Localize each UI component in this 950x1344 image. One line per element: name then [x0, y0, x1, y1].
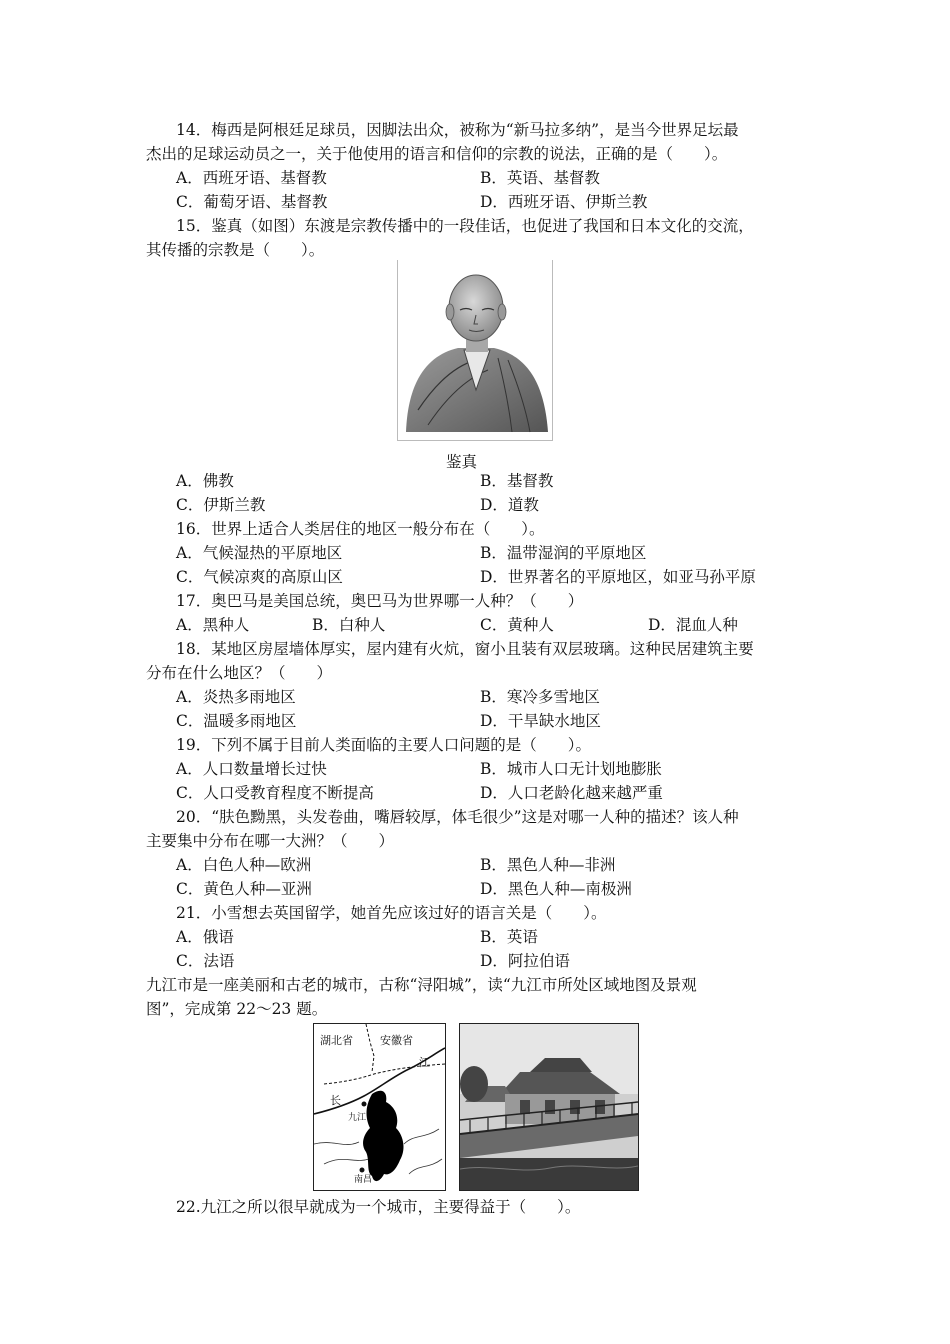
jiujiang-region-map [313, 1023, 446, 1191]
q20-option-a: A．白色人种—欧洲 [176, 856, 312, 874]
q16-stem: 16．世界上适合人类居住的地区一般分布在（ ）。 [176, 520, 545, 538]
map-label-jiujiang: 九江 [348, 1113, 367, 1123]
q15-option-b: B．基督教 [480, 472, 554, 490]
q15-figure-caption: 鉴真 [446, 453, 478, 471]
q19-option-a: A．人口数量增长过快 [176, 760, 327, 778]
q20-option-d: D．黑色人种—南极洲 [480, 880, 632, 898]
q19-option-b: B．城市人口无计划地膨胀 [480, 760, 662, 778]
q18-stem-line1: 18．某地区房屋墙体厚实，屋内建有火炕，窗小且装有双层玻璃。这种民居建筑主要 [176, 640, 754, 658]
jiujiang-landscape-photo [459, 1023, 639, 1191]
jianzhen-portrait [397, 260, 553, 441]
q14-stem-line1: 14．梅西是阿根廷足球员，因脚法出众，被称为“新马拉多纳”，是当今世界足坛最 [176, 121, 739, 139]
q17-option-c: C．黄种人 [480, 616, 554, 634]
map-label-anhui: 安徽省 [380, 1034, 413, 1047]
q17-option-d: D．混血人种 [648, 616, 738, 634]
q15-option-a: A．佛教 [176, 472, 234, 490]
q18-option-d: D．干旱缺水地区 [480, 712, 601, 730]
q17-option-a: A．黑种人 [176, 616, 250, 634]
q15-option-d: D．道教 [480, 496, 539, 514]
q14-option-b: B．英语、基督教 [480, 169, 600, 187]
q21-option-d: D．阿拉伯语 [480, 952, 570, 970]
map-label-hubei: 湖北省 [320, 1034, 353, 1047]
q14-stem-line2: 杰出的足球运动员之一，关于他使用的语言和信仰的宗教的说法，正确的是（ ）。 [146, 145, 728, 163]
q19-stem: 19．下列不属于目前人类面临的主要人口问题的是（ ）。 [176, 736, 591, 754]
q21-option-c: C．法语 [176, 952, 235, 970]
q16-option-c: C．气候凉爽的高原山区 [176, 568, 343, 586]
q16-option-a: A．气候湿热的平原地区 [176, 544, 343, 562]
q20-stem-line1: 20．“肤色黝黑，头发卷曲，嘴唇较厚，体毛很少”这是对哪一人种的描述？该人种 [176, 808, 739, 826]
q20-option-c: C．黄色人种—亚洲 [176, 880, 312, 898]
q19-option-c: C．人口受教育程度不断提高 [176, 784, 374, 802]
passage-line2: 图”，完成第 22～23 题。 [146, 1000, 328, 1018]
q21-option-b: B．英语 [480, 928, 538, 946]
q16-option-b: B．温带湿润的平原地区 [480, 544, 647, 562]
q16-option-d: D．世界著名的平原地区，如亚马孙平原 [480, 568, 756, 586]
q17-stem: 17．奥巴马是美国总统，奥巴马为世界哪一人种？（ ） [176, 592, 584, 610]
map-label-chang: 长 [330, 1094, 341, 1107]
q15-stem-line1: 15．鉴真（如图）东渡是宗教传播中的一段佳话，也促进了我国和日本文化的交流， [176, 217, 754, 235]
map-label-nanchang: 南昌 [354, 1175, 373, 1185]
q15-option-c: C．伊斯兰教 [176, 496, 266, 514]
q19-option-d: D．人口老龄化越来越严重 [480, 784, 663, 802]
q21-stem: 21．小雪想去英国留学，她首先应该过好的语言关是（ ）。 [176, 904, 607, 922]
q18-option-c: C．温暖多雨地区 [176, 712, 297, 730]
passage-line1: 九江市是一座美丽和古老的城市，古称“浔阳城”，读“九江市所处区域地图及景观 [146, 976, 697, 994]
q14-option-d: D．西班牙语、伊斯兰教 [480, 193, 648, 211]
q18-option-a: A．炎热多雨地区 [176, 688, 296, 706]
map-label-jiang: 江 [419, 1056, 430, 1069]
q22-stem: 22.九江之所以很早就成为一个城市，主要得益于（ ）。 [176, 1198, 581, 1216]
q14-option-c: C．葡萄牙语、基督教 [176, 193, 328, 211]
q20-option-b: B．黑色人种—非洲 [480, 856, 616, 874]
q14-option-a: A．西班牙语、基督教 [176, 169, 327, 187]
q15-stem-line2: 其传播的宗教是（ ）。 [146, 241, 325, 259]
q21-option-a: A．俄语 [176, 928, 234, 946]
q18-stem-line2: 分布在什么地区？（ ） [146, 664, 333, 682]
q17-option-b: B．白种人 [312, 616, 386, 634]
q18-option-b: B．寒冷多雪地区 [480, 688, 600, 706]
q20-stem-line2: 主要集中分布在哪一大洲？（ ） [146, 832, 395, 850]
